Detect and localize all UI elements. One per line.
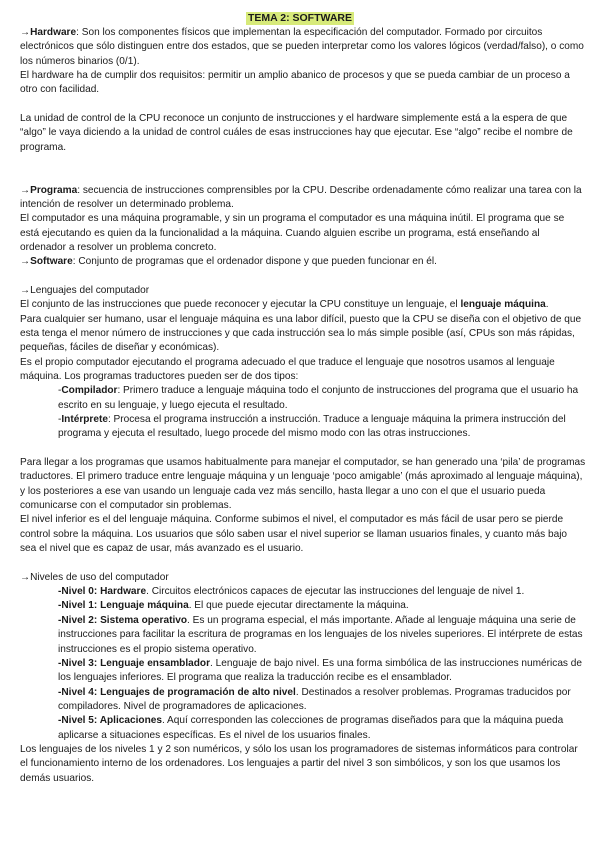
hardware-term: Hardware (30, 27, 77, 38)
lenguajes-paragraph-4: Para llegar a los programas que usamos habitualmente para manejar el computador, se han generado una ‘pila’ de programas traductores. El primero traduce entre lenguaje máquina y un lenguaje ‘poco amigable’ (más aproximado al lenguaje máquina), y los posteriores a ese van usando un lenguaje cada vez más sencillo, hasta llegar a uno con el que el usuario pueda comunicarse con el computador sin problemas. (20, 457, 586, 512)
hardware-requirements: El hardware ha de cumplir dos requisitos: permitir un amplio abanico de procesos y que se pueda cambiar de un proceso a otro con facilidad. (20, 70, 570, 96)
lenguaje-maquina-term: lenguaje máquina (460, 299, 546, 311)
niveles-heading: →Niveles de uso del computador (20, 571, 169, 583)
compilador-term: Compilador (61, 385, 118, 397)
software-definition (20, 255, 586, 269)
nivel-item: -Nivel 2: Sistema operativo. Es un programa especial, el más importante. Añade al lenguaje máquina una serie de instrucciones para facilitar la escritura de programas en los lenguajes de los niveles superiores. El intérprete de estas instrucciones es el propio sistema operativo. (58, 614, 583, 655)
interprete-item: -Intérprete: Procesa el programa instrucción a instrucción. Traduce a lenguaje máquina la primera instrucción del programa y ejecuta el resultado, luego procede del mismo modo con las otras instrucciones. (58, 414, 566, 440)
arrow-bullet: → (20, 256, 31, 268)
compilador-item: -Compilador: Primero traduce a lenguaje máquina todo el conjunto de instrucciones del programa que el usuario ha escrito en su lenguaje, y luego ejecuta el resultado. (58, 385, 579, 411)
document-body (20, 26, 586, 786)
page-title: TEMA 2: SOFTWARE (247, 12, 353, 24)
lenguajes-paragraph-5: El nivel inferior es el del lenguaje máquina. Conforme subimos el nivel, el computador es más fácil de usar pero se pierde control sobre la máquina. Los usuarios que sólo saben usar el nivel superior se llaman usuarios finales, y cuanto más bajo sea el nivel que es capaz de usar, más avanzado es el usuario. (20, 514, 568, 555)
programa-paragraph: El computador es una máquina programable, y sin un programa el computador es una máquina inútil. El programa que se está ejecutando es quien da la funcionalidad a la máquina. Cuando alguien escribe un programa, está enseñando al ordenador a resolver un problema concreto. (20, 213, 565, 254)
software-def: : Conjunto de programas que el ordenador dispone y que pueden funcionar en él. (72, 256, 437, 268)
programa-definition (20, 184, 586, 213)
cpu-paragraph: La unidad de control de la CPU reconoce un conjunto de instrucciones y el hardware simplemente está a la espera de que “algo” le vaya diciendo a la unidad de control cuáles de esas instrucciones hay que ejecutar. Ese “algo” recibe el nombre de programa. (20, 113, 573, 153)
software-term: Software (30, 256, 73, 268)
niveles-closing: Los lenguajes de los niveles 1 y 2 son numéricos, y sólo los usan los programadores de sistemas informáticos para controlar el funcionamiento interno de los ordenadores. Los lenguajes a partir del nivel 3 son simbólicos, y son los que usamos los demás usuarios. (20, 743, 578, 784)
arrow-bullet: → (20, 27, 31, 38)
interprete-term: Intérprete (61, 414, 108, 426)
nivel-item: -Nivel 1: Lenguaje máquina. El que puede ejecutar directamente la máquina. (58, 600, 409, 612)
title-row (0, 12, 600, 26)
nivel-item: -Nivel 3: Lenguaje ensamblador. Lenguaje de bajo nivel. Es una forma simbólica de las instrucciones numéricas de los lenguajes inferiores. El programa que realiza la traducción recibe es el ensamblador. (58, 657, 583, 684)
nivel-item: -Nivel 0: Hardware. Circuitos electrónicos capaces de ejecutar las instrucciones del lenguaje de nivel 1. (58, 586, 525, 598)
nivel-item: -Nivel 4: Lenguajes de programación de alto nivel. Destinados a resolver problemas. Programas traducidos por compiladores. Nivel de programadores de aplicaciones. (58, 686, 571, 712)
hardware-def: : Son los componentes físicos que implementan la especificación del computador. Formado por circuitos electrónicos que sólo distinguen entre dos estados, que se pueden interpretar como los valores lógicos (verdad/falso), o como los números binarios (0/1). (20, 27, 584, 67)
programa-term: Programa (30, 184, 78, 196)
lenguajes-paragraph-2: Para cualquier ser humano, usar el lenguaje máquina es una labor difícil, puesto que la CPU se diseña con el objetivo de que esta tenga el menor número de instrucciones y que cada instrucción sea lo más simple posible (así, CPUs son más rápidas, pequeñas, fáciles de diseñar y económicas). (20, 313, 582, 354)
arrow-bullet: → (20, 184, 31, 196)
lenguajes-paragraph-3: Es el propio computador ejecutando el programa adecuado el que traduce el lenguaje que nosotros usamos al lenguaje máquina. Los programas traductores pueden ser de dos tipos: (20, 356, 555, 383)
programa-def: : secuencia de instrucciones comprensibles por la CPU. Describe ordenadamente cómo realizar una tarea con la intención de resolver un determinado problema. (20, 184, 582, 210)
lenguajes-heading: →Lenguajes del computador (20, 285, 150, 296)
lenguajes-paragraph-1: El conjunto de las instrucciones que puede reconocer y ejecutar la CPU constituye un lenguaje, el lenguaje máquina. (20, 299, 549, 311)
nivel-item: -Nivel 5: Aplicaciones. Aquí corresponden las colecciones de programas diseñados para que la máquina pueda aplicarse a situaciones específicas. Es el nivel de los usuarios finales. (58, 715, 564, 741)
hardware-definition (20, 26, 586, 69)
